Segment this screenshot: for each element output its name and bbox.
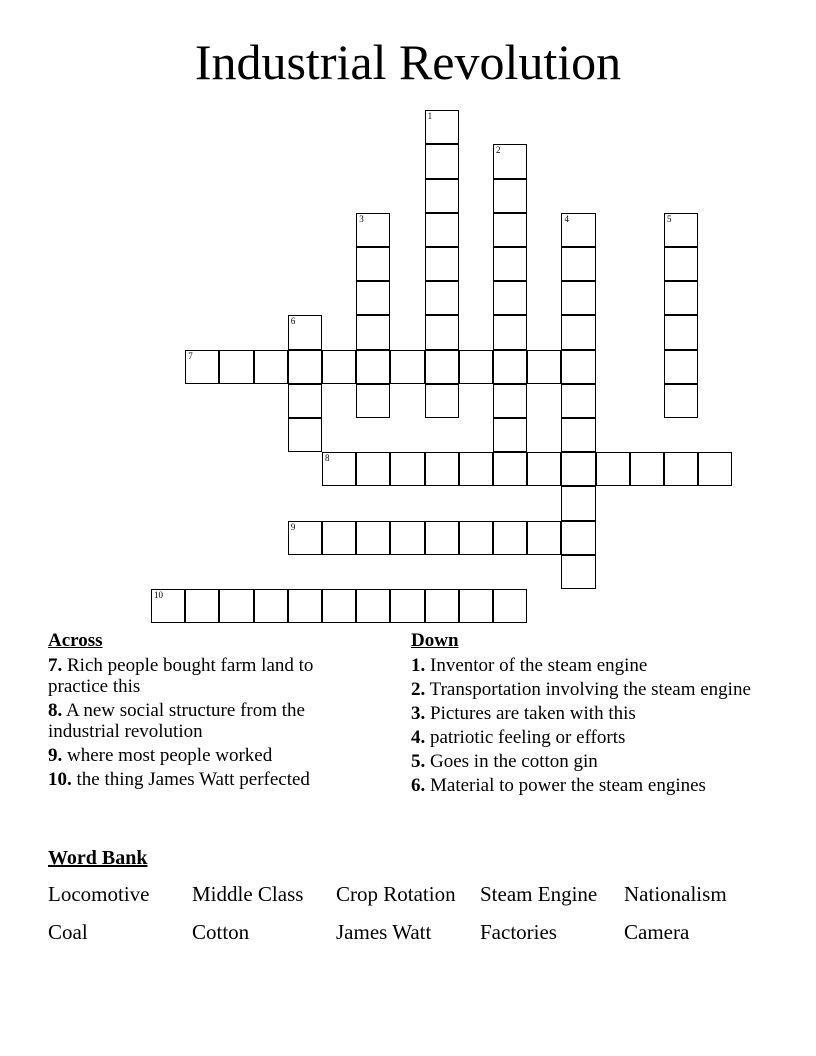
grid-cell[interactable] bbox=[185, 589, 219, 623]
grid-cell[interactable] bbox=[219, 350, 253, 384]
cell-number: 7 bbox=[188, 350, 193, 361]
word-bank-item: Coal bbox=[48, 920, 88, 944]
grid-cell[interactable] bbox=[459, 452, 493, 486]
word-bank-item: Nationalism bbox=[624, 882, 727, 906]
grid-cell[interactable] bbox=[459, 350, 493, 384]
down-clue-3: 3. Pictures are taken with this bbox=[411, 703, 636, 724]
grid-cell[interactable] bbox=[561, 452, 595, 486]
across-clue-9: 9. where most people worked bbox=[48, 745, 273, 766]
grid-cell[interactable] bbox=[527, 350, 561, 384]
grid-cell[interactable] bbox=[288, 521, 322, 555]
grid-cell[interactable] bbox=[561, 281, 595, 315]
grid-cell[interactable] bbox=[356, 281, 390, 315]
grid-cell[interactable] bbox=[561, 521, 595, 555]
down-clue-5: 5. Goes in the cotton gin bbox=[411, 751, 598, 772]
grid-cell[interactable] bbox=[664, 213, 698, 247]
grid-cell[interactable] bbox=[664, 350, 698, 384]
cell-number: 9 bbox=[290, 521, 296, 532]
word-bank-heading: Word Bank bbox=[48, 847, 148, 869]
word-bank-item: Camera bbox=[624, 920, 690, 944]
grid-cell[interactable] bbox=[425, 521, 459, 555]
grid-cell[interactable] bbox=[425, 179, 459, 213]
down-clue-2: 2. Transportation involving the steam engine bbox=[411, 679, 751, 700]
grid-cell[interactable] bbox=[390, 350, 424, 384]
grid-cell[interactable] bbox=[493, 521, 527, 555]
grid-cell[interactable] bbox=[493, 589, 527, 623]
grid-cell[interactable] bbox=[151, 589, 185, 623]
grid-cell[interactable] bbox=[390, 452, 424, 486]
down-clue-6: 6. Material to power the steam engines bbox=[411, 775, 706, 796]
word-bank-item: Crop Rotation bbox=[336, 882, 456, 906]
across-clues bbox=[48, 630, 368, 793]
cell-number: 4 bbox=[564, 213, 569, 224]
cell-number: 10 bbox=[154, 590, 164, 601]
down-clue-4: 4. patriotic feeling or efforts bbox=[411, 727, 626, 748]
grid-cell[interactable] bbox=[254, 350, 288, 384]
grid-cell[interactable] bbox=[356, 589, 390, 623]
grid-cell[interactable] bbox=[356, 350, 390, 384]
down-clue-1: 1. Inventor of the steam engine bbox=[411, 655, 648, 676]
grid-cell[interactable] bbox=[356, 213, 390, 247]
word-bank-item: Middle Class bbox=[192, 882, 304, 906]
grid-cell[interactable] bbox=[459, 589, 493, 623]
grid-cell[interactable] bbox=[425, 589, 459, 623]
cell-number: 5 bbox=[667, 213, 672, 224]
grid-cell[interactable] bbox=[561, 418, 595, 452]
grid-cell[interactable] bbox=[493, 281, 527, 315]
grid-cell[interactable] bbox=[356, 384, 390, 418]
grid-cell[interactable] bbox=[185, 350, 219, 384]
grid-cell[interactable] bbox=[493, 384, 527, 418]
grid-cell[interactable] bbox=[561, 315, 595, 349]
grid-cell[interactable] bbox=[322, 521, 356, 555]
grid-cell[interactable] bbox=[561, 213, 595, 247]
grid-cell[interactable] bbox=[425, 110, 459, 144]
grid-cell[interactable] bbox=[425, 452, 459, 486]
grid-cell[interactable] bbox=[561, 350, 595, 384]
grid-cell[interactable] bbox=[288, 315, 322, 349]
grid-cell[interactable] bbox=[493, 315, 527, 349]
grid-cell[interactable] bbox=[288, 384, 322, 418]
cell-number: 8 bbox=[325, 453, 330, 464]
grid-cell[interactable] bbox=[322, 350, 356, 384]
cell-number: 6 bbox=[290, 316, 296, 327]
grid-cell[interactable] bbox=[596, 452, 630, 486]
across-clue-8: 8. A new social structure from the industrial revolution bbox=[48, 700, 305, 742]
grid-cell[interactable] bbox=[288, 350, 322, 384]
word-bank-item: Steam Engine bbox=[480, 882, 598, 906]
across-clue-7: 7. Rich people bought farm land to practice this bbox=[48, 655, 314, 697]
grid-cell[interactable] bbox=[390, 589, 424, 623]
grid-cell[interactable] bbox=[493, 418, 527, 452]
grid-cell[interactable] bbox=[425, 350, 459, 384]
grid-cell[interactable] bbox=[356, 452, 390, 486]
grid-cell[interactable] bbox=[561, 555, 595, 589]
grid-cell[interactable] bbox=[356, 247, 390, 281]
grid-cell[interactable] bbox=[356, 315, 390, 349]
cell-number: 3 bbox=[359, 213, 364, 224]
word-bank-item: James Watt bbox=[336, 920, 432, 944]
across-clue-10: 10. the thing James Watt perfected bbox=[48, 769, 310, 790]
grid-cell[interactable] bbox=[425, 281, 459, 315]
grid-cell[interactable] bbox=[493, 213, 527, 247]
grid-cell[interactable] bbox=[322, 452, 356, 486]
grid-cell[interactable] bbox=[390, 521, 424, 555]
word-bank bbox=[48, 883, 768, 943]
grid-cell[interactable] bbox=[493, 179, 527, 213]
word-bank-item: Factories bbox=[480, 920, 557, 944]
grid-cell[interactable] bbox=[425, 315, 459, 349]
grid-cell[interactable] bbox=[425, 384, 459, 418]
page-title: Industrial Revolution bbox=[194, 34, 622, 90]
grid-cell[interactable] bbox=[425, 213, 459, 247]
grid-cell[interactable] bbox=[459, 521, 493, 555]
grid-cell[interactable] bbox=[288, 589, 322, 623]
grid-cell[interactable] bbox=[630, 452, 664, 486]
word-bank-item: Locomotive bbox=[48, 882, 150, 906]
cell-number: 1 bbox=[427, 111, 433, 122]
grid-cell[interactable] bbox=[425, 144, 459, 178]
grid-cell[interactable] bbox=[698, 452, 732, 486]
grid-cell[interactable] bbox=[561, 486, 595, 520]
grid-cell[interactable] bbox=[425, 247, 459, 281]
grid-cell[interactable] bbox=[527, 521, 561, 555]
grid-cell[interactable] bbox=[493, 350, 527, 384]
grid-cell[interactable] bbox=[664, 452, 698, 486]
across-heading: Across bbox=[48, 630, 103, 651]
cell-number: 2 bbox=[496, 145, 501, 156]
word-bank-item: Cotton bbox=[192, 920, 250, 944]
grid-cell[interactable] bbox=[561, 384, 595, 418]
grid-cell[interactable] bbox=[493, 247, 527, 281]
grid-cell[interactable] bbox=[664, 247, 698, 281]
grid-cell[interactable] bbox=[288, 418, 322, 452]
grid-cell[interactable] bbox=[254, 589, 288, 623]
grid-cell[interactable] bbox=[493, 452, 527, 486]
grid-cell[interactable] bbox=[527, 452, 561, 486]
grid-cell[interactable] bbox=[664, 384, 698, 418]
grid-cell[interactable] bbox=[322, 589, 356, 623]
grid-cell[interactable] bbox=[664, 315, 698, 349]
down-heading: Down bbox=[411, 630, 459, 651]
down-clues bbox=[411, 630, 751, 799]
grid-cell[interactable] bbox=[664, 281, 698, 315]
grid-cell[interactable] bbox=[561, 247, 595, 281]
grid-cell[interactable] bbox=[493, 144, 527, 178]
grid-cell[interactable] bbox=[219, 589, 253, 623]
grid-cell[interactable] bbox=[356, 521, 390, 555]
